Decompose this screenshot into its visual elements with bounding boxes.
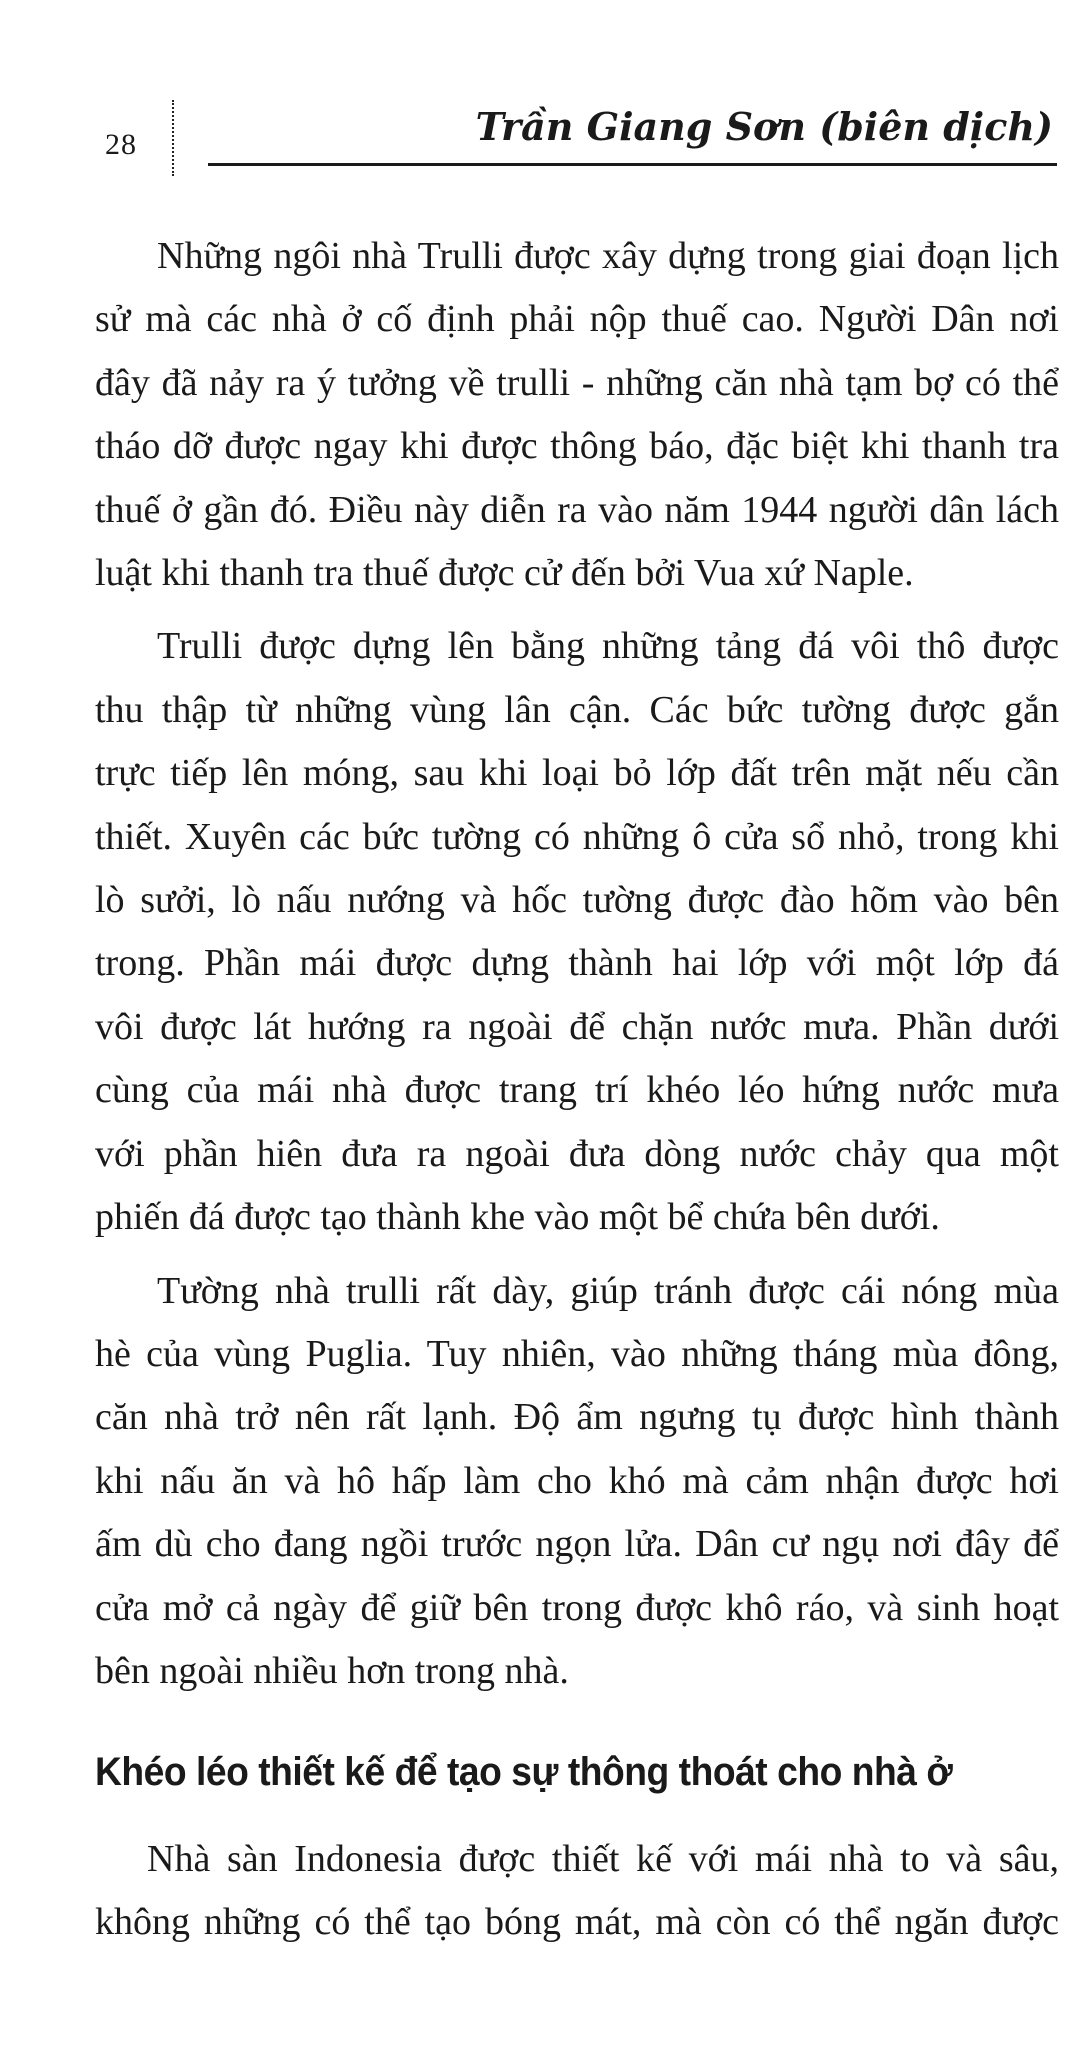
- page-number: 28: [105, 128, 137, 161]
- text-line: thu thập từ những vùng lân cận. Các bức tường được gắn: [95, 688, 1059, 731]
- text-line: hè của vùng Puglia. Tuy nhiên, vào những tháng mùa đông,: [95, 1332, 1059, 1375]
- text-line: khi nấu ăn và hô hấp làm cho khó mà cảm nhận được hơi: [95, 1459, 1059, 1502]
- text-line: đây đã nảy ra ý tưởng về trulli - những căn nhà tạm bợ có thể: [95, 361, 1059, 404]
- header-vertical-divider: [172, 100, 177, 176]
- section-body-text: [95, 1828, 1059, 1955]
- body-text: [95, 225, 1059, 1703]
- text-line: phiến đá được tạo thành khe vào một bể chứa bên dưới.: [95, 1196, 940, 1239]
- paragraph-3: [95, 1260, 1059, 1704]
- text-line: ấm dù cho đang ngồi trước ngọn lửa. Dân cư ngụ nơi đây để: [95, 1523, 1059, 1566]
- text-line: căn nhà trở nên rất lạnh. Độ ẩm ngưng tụ được hình thành: [95, 1396, 1059, 1439]
- text-line: với phần hiên đưa ra ngoài đưa dòng nước chảy qua một: [95, 1132, 1059, 1175]
- header-rule: [208, 163, 1057, 166]
- text-line: luật khi thanh tra thuế được cử đến bởi Vua xứ Naple.: [95, 552, 914, 595]
- text-line: Những ngôi nhà Trulli được xây dựng trong giai đoạn lịch: [157, 235, 1059, 277]
- text-line: Trulli được dựng lên bằng những tảng đá vôi thô được: [157, 625, 1059, 668]
- paragraph-2: [95, 615, 1059, 1249]
- text-line: Nhà sàn Indonesia được thiết kế với mái nhà to và sâu,: [147, 1838, 1059, 1880]
- text-line: tháo dỡ được ngay khi được thông báo, đặc biệt khi thanh tra: [95, 425, 1059, 468]
- text-line: trong. Phần mái được dựng thành hai lớp với một lớp đá: [95, 942, 1059, 985]
- text-line: thiết. Xuyên các bức tường có những ô cửa sổ nhỏ, trong khi: [95, 815, 1059, 858]
- text-line: vôi được lát hướng ra ngoài để chặn nước mưa. Phần dưới: [95, 1005, 1059, 1048]
- text-line: bên ngoài nhiều hơn trong nhà.: [95, 1649, 569, 1692]
- text-line: thuế ở gần đó. Điều này diễn ra vào năm 1944 người dân lách: [95, 488, 1059, 531]
- text-line: cửa mở cả ngày để giữ bên trong được khô ráo, và sinh hoạt: [95, 1586, 1059, 1629]
- text-line: trực tiếp lên móng, sau khi loại bỏ lớp đất trên mặt nếu cần: [95, 752, 1059, 795]
- text-line: Tường nhà trulli rất dày, giúp tránh được cái nóng mùa: [157, 1269, 1059, 1312]
- text-line: lò sưởi, lò nấu nướng và hốc tường được đào hõm vào bên: [95, 879, 1059, 922]
- paragraph-1: [95, 225, 1059, 605]
- text-line: không những có thể tạo bóng mát, mà còn có thể ngăn được: [95, 1901, 1059, 1944]
- section-heading: Khéo léo thiết kế để tạo sự thông thoát cho nhà ở: [95, 1750, 953, 1794]
- running-head: Trần Giang Sơn (biên dịch): [475, 104, 1053, 149]
- paragraph-4: [95, 1828, 1059, 1955]
- text-line: cùng của mái nhà được trang trí khéo léo hứng nước mưa: [95, 1069, 1059, 1112]
- text-line: sử mà các nhà ở cố định phải nộp thuế cao. Người Dân nơi: [95, 298, 1059, 341]
